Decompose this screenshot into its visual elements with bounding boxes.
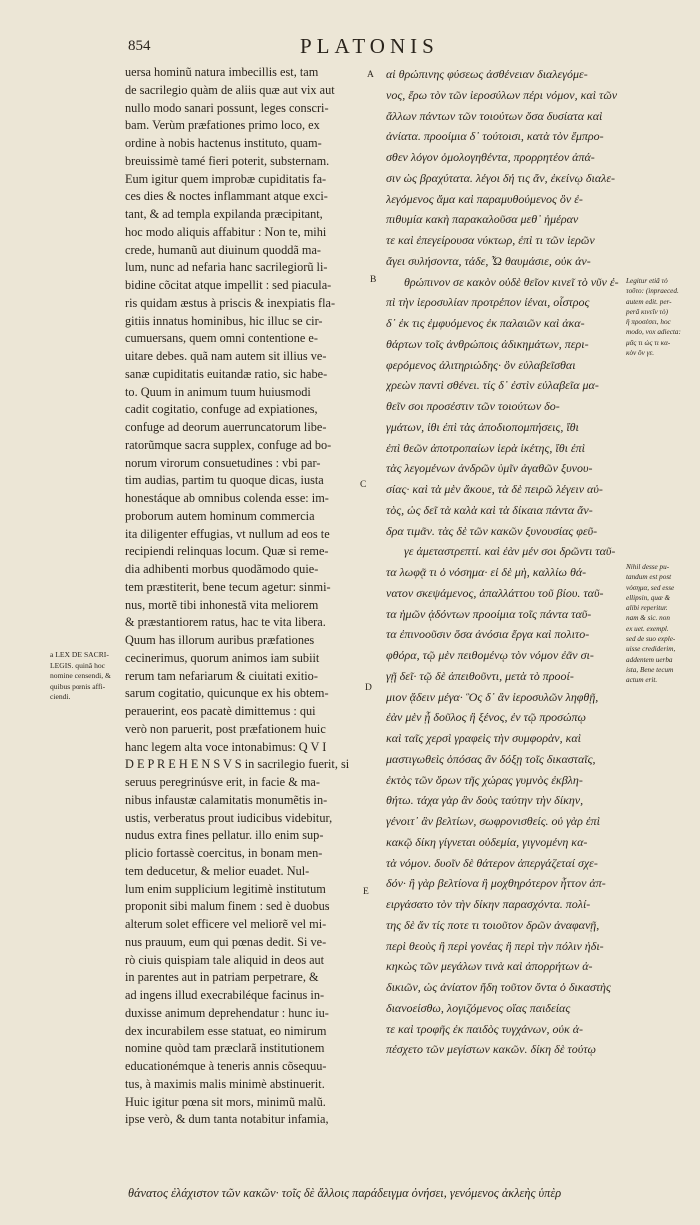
section-letter-e: E (363, 887, 369, 897)
greek-text-line: μιον ᾄδειν μέγα· Ὃς δ᾽ ἂν ἱεροσυλῶν ληφθῇ, (386, 689, 599, 704)
greek-text-line: δόν· ἢ γὰρ βελτίονα ἢ μοχθηρότερον ἧττον ἀπ- (386, 876, 606, 891)
latin-text-line: de sacrilegio quàm de aliis quæ aut vix aut (125, 82, 335, 97)
greek-text-line: φερόμενος ἀλιτηριώδης· ὃν εὐλαβεῖσθαι (386, 357, 576, 372)
latin-text-line: perauerint, eos pacatè dimittemus : qui (125, 704, 316, 718)
greek-text-line: σιν ὡς βραχύτατα. λέγοι δή τις ἄν, ἐκείνῳ διαλε- (386, 170, 616, 185)
latin-text-line: hanc legem alta voce intonabimus: Q V I (125, 739, 327, 754)
greek-text-line: θεῖν σοι προσέστιν τῶν τοιούτων δο- (386, 399, 560, 413)
margin-note-line: ciendi. (50, 692, 71, 701)
latin-text-line: ustis, verberatus prout iudicibus videbitur, (125, 810, 333, 825)
greek-text-line: της δὲ ἄν τίς ποτε τι τοιοῦτον δρῶν ἀναφανῇ, (386, 917, 600, 932)
latin-text-line: rerum tam nefariarum & ciuitati exitio- (125, 668, 318, 683)
margin-note-line: uisse crediderim, (626, 645, 676, 654)
latin-text-line: tim audias, partim tu quoque dicas, iusta (125, 473, 324, 488)
right-marginal-note-2 (626, 562, 700, 686)
latin-text-line: nomine quòd tam præclarã institutionem (125, 1041, 325, 1056)
greek-text-line: κηκὼς τῶν μεγάλων τινὰ καὶ ἀπορρήτων ἀ- (386, 959, 593, 974)
greek-text-line: γε ἀμεταστρεπτί. καὶ ἐὰν μέν σοι δρῶντι ταῦ- (404, 544, 616, 559)
margin-note-line: perã κινεῖν τὸ) (626, 307, 668, 316)
greek-text-line: κακῷ δίκη γίγνεται οὐδεμία, γιγνομένη κα- (386, 834, 588, 849)
section-letter-b: B (370, 275, 377, 285)
margin-note-line: sed de suo exple- (626, 635, 676, 644)
margin-note-line: Legitur etiã τὸ (626, 277, 668, 285)
margin-note-line: autem edit. per- (626, 297, 672, 306)
margin-note-line: a LEX DE SACRI- (50, 650, 109, 659)
latin-text-line: lum, nunc ad nefaria hanc sacrilegiorũ li- (125, 260, 328, 275)
margin-note-line: nam & sic. non (626, 614, 670, 623)
latin-text-line: & præstantiorem ratus, hac te vita libera. (125, 615, 326, 630)
latin-text-line: proborum autem hominum commercia (125, 508, 315, 523)
latin-text-line: to. Quum in animum tuum huiusmodi (125, 384, 311, 399)
greek-text-line: γμάτων, ἰθι ἐπὶ τὰς ἀποδιοπομπήσεις, ἴθι (386, 419, 579, 434)
latin-text-line: verò non paruerit, post præfationem huic (125, 721, 326, 736)
section-letter-a: A (367, 70, 374, 80)
margin-note-line: κὸν ὄν γε. (626, 349, 655, 358)
greek-text-line: πὶ τὴν ἱεροσυλίαν προτρέπον ἰέναι, οἶστρος (386, 295, 590, 310)
latin-text-line: seruus peregrinúsve erit, in facie & ma- (125, 775, 320, 789)
greek-bottom-line: θάνατος ἐλάχιστον τῶν κακῶν· τοῖς δὲ ἄλλοις παράδειγμα ὀνήσει, γενόμενος ἀκλεὴς ὑπὲρ (128, 1186, 562, 1200)
greek-text-line: πέσχετο τῶν μεγίστων κακῶν. δίκη δὲ τούτῳ (386, 1042, 596, 1057)
section-letter-c: C (360, 480, 367, 490)
latin-text-line: confuge ad deorum auerruncatorum libe- (125, 420, 327, 434)
latin-text-line: norum virorum consuetudines : vbi par- (125, 455, 321, 470)
latin-text-line: alterum solet efficere vel meliorẽ vel mi- (125, 917, 327, 931)
latin-text-line: tem deducetur, & melior euadet. Nul- (125, 863, 310, 878)
greek-text-line: ἐὰν μὲν ᾖ δοῦλος ἢ ξένος, ἐν τῷ προσώπῳ (386, 710, 586, 725)
greek-text-line: τα ἡμῶν ᾀδόντων προοίμια τοῖς πάντα ταῦ- (386, 606, 592, 621)
latin-text-line: bam. Verùm præfationes primo loco, ex (125, 118, 320, 133)
greek-text-line: τα ἐπινοοῦσιν ὅσα ἀνόσια ἔργα καὶ πολιτο- (386, 627, 590, 642)
margin-note-line: actum erit. (626, 676, 658, 685)
latin-text-line: breuissimè tamé fieri poterit, substernam. (125, 153, 330, 168)
latin-text-line: hoc modo aliquis affabitur : Non te, mihi (125, 224, 327, 239)
greek-text-line: νατον σκεψάμενος, ἀπαλλάττου τοῦ βίου. ταῦ- (386, 585, 604, 600)
latin-text-line: tus, à maximis malis minimè abstinuerit. (125, 1076, 325, 1091)
margin-note-line: τοῦτο: (inpraeced. (626, 287, 679, 296)
greek-text-line: τὰ νόμον. δυοῖν δὲ θάτερον ἀπεργάζεταί σχε- (386, 855, 598, 870)
margin-note-line: νόσημα, sed esse (626, 583, 675, 592)
latin-text-line: Quum has illorum auribus præfationes (125, 633, 315, 647)
latin-text-line: gitiis innatus hominibus, hic illuc se cir- (125, 313, 323, 328)
greek-text-line: τὸς, ὡς δεῖ τὰ καλὰ καὶ τὰ δίκαια πάντα ἄν- (386, 502, 593, 517)
latin-text-line: ad ingens illud execrabiléque facinus in- (125, 988, 325, 1002)
greek-text-line: χρεὼν παντὶ σθένει. τίς δ᾽ ἐστὶν εὐλαβεῖα μα- (386, 378, 599, 393)
margin-note-line: ex uet. exempl. (626, 624, 669, 633)
margin-note-line: modo, vox adiecta: (626, 328, 681, 337)
latin-text-line: nus prauum, eum qui pœnas dedit. Si ve- (125, 934, 327, 949)
latin-text-line: sanæ cupiditatis euitandæ ratio, sic habe- (125, 366, 328, 381)
latin-text-line: crede, humanũ aut diuinum quoddã ma- (125, 242, 322, 257)
greek-text-line: τε καὶ ἐπεγείρουσα νύκτωρ, ἐπὶ τι τῶν ἱερῶν (386, 233, 595, 247)
latin-text-line: uitare debes. quã nam autem sit illius ve- (125, 349, 327, 363)
latin-text-line: dia adhibenti morbus quodãmodo quie- (125, 562, 319, 576)
latin-text-line: proponit sibi malum finem : sed è duobus (125, 899, 330, 914)
greek-text-line: σθεν λόγον ὁμολογηθέντα, προρρητέον ἀπά- (386, 150, 595, 164)
margin-note-line: nomine censendi, & (50, 671, 111, 680)
greek-text-line: μαστιγωθεὶς ὁπόσας ἂν δόξῃ τοῖς δικασταῖς, (386, 751, 596, 766)
margin-note-line: alibi reperitur. (626, 604, 668, 613)
greek-text-line: θρώπινον σε κακὸν οὐδὲ θεῖον κινεῖ τὸ νῦν ἐ- (404, 274, 619, 289)
latin-text-line: nudus extra fines pellatur. illo enim sup- (125, 828, 324, 843)
latin-text-line: tem præstiterit, bene tecum agetur: sinmi- (125, 579, 331, 594)
greek-text-line: περὶ θεοὺς ἢ περὶ γονέας ἢ περὶ τὴν πόλιν ἠδι- (386, 938, 604, 953)
greek-text-line: καὶ ταῖς χερσὶ γραφεὶς τὴν συμφορὰν, καὶ (386, 731, 582, 745)
latin-text-line: Huic igitur pœna sit mors, minimũ malũ. (125, 1094, 326, 1109)
greek-text-line: ειργάσατο τὸν τὴν δίκην παρασχόντα. πολί- (386, 897, 591, 911)
greek-text-line: ἀνίατα. προοίμια δ᾽ τούτοισι, κατὰ τὸν ἔμπρο- (386, 129, 604, 144)
latin-text-line: bidine cõcitat atque impellit : sed piacula- (125, 278, 332, 292)
latin-text-line: Eum igitur quem improbæ cupiditatis fa- (125, 171, 327, 186)
greek-text-line: ἄλλων πάντων τῶν τοιούτων ὅσα δυσίατα καὶ (386, 108, 603, 123)
latin-text-line: ces dies & noctes inflammant atque exci- (125, 189, 328, 204)
margin-note-line: addentem uerba (626, 655, 673, 664)
latin-text-line: ita diligenter effugias, vt nullum ad eos te (125, 526, 330, 541)
greek-text-line: αἱ θρώπινης φύσεως ἀσθένειαν διαλεγόμε- (386, 67, 588, 81)
greek-text-line: τε καὶ τροφῆς ἐκ παιδὸς τυγχάνων, οὐκ ἀ- (386, 1021, 584, 1036)
running-title: PLATONIS (300, 34, 439, 58)
section-letter-d: D (365, 683, 372, 693)
latin-text-line: nus, mortẽ tibi inhonestã vita meliorem (125, 597, 319, 612)
right-marginal-note-1 (626, 276, 700, 358)
margin-note-line: Nihil desse pu- (626, 563, 670, 571)
latin-text-line: tant, & ad templa expilanda præcipitant, (125, 207, 323, 221)
greek-text-line: γένοιτ᾽ ἂν βελτίων, σωφρονισθείς. οὐ γὰρ ἐπὶ (386, 814, 600, 828)
greek-text-line: τα λωφᾷ τι ὁ νόσημα· εἰ δὲ μὴ, καλλίω θά- (386, 565, 587, 579)
latin-text-line: uersa hominũ natura imbecillis est, tam (125, 65, 319, 79)
greek-text-line: δικιῶν, ὡς ἀνίατον ἤδη τοῦτον ὄντα ὁ δικαστὴς (386, 980, 611, 994)
latin-text-line: nibus infaustæ calamitatis monumẽtis in- (125, 792, 328, 807)
latin-text-line: dex incurabilem esse statuat, eo nimirum (125, 1023, 327, 1038)
latin-column (125, 64, 370, 1129)
greek-text-line: θήτω. τάχα γὰρ ἂν δοὺς ταύτην τὴν δίκην, (386, 793, 584, 808)
margin-note-line: LEGIS. quinã hoc (50, 660, 106, 670)
latin-text-line: ratorũmque sacra supplex, confuge ad bo- (125, 437, 332, 452)
latin-text-line: rò ciuis quispiam tale aliquid in deos aut (125, 952, 325, 967)
margin-note-line: tandum est post (626, 573, 672, 582)
greek-text-line: θάρτων τοῖς ἀνθρώποις ἀδικημάτων, περι- (386, 336, 589, 351)
greek-text-line: λεγόμενος ἅμα καὶ παραμυθούμενος ὃν ἐ- (386, 191, 583, 206)
latin-text-line: honestáque ab omnibus colenda esse: im- (125, 491, 329, 505)
latin-text-line: ris quidam æstus à priscis & inexpiatis fla- (125, 295, 336, 310)
latin-text-line: ordine à nobis hactenus instituto, quam- (125, 136, 322, 150)
greek-column (386, 64, 622, 1060)
greek-text-line: δ᾽ ἐκ τις ἐμφυόμενος ἐκ παλαιῶν καὶ ἀκα- (386, 316, 585, 330)
latin-text-line: plicio fortassè coercitus, in bonam men- (125, 846, 323, 860)
greek-text-line: φθόρα, τῷ μὲν πειθομένῳ τὸν νόμον ἐᾶν σι- (386, 648, 594, 662)
latin-text-line: recipiendi relinquas locum. Quæ si reme- (125, 544, 329, 559)
greek-text-line: τὰς λεγομένων ἀνδρῶν ὑμῖν ἀγαθῶν ξυνου- (386, 461, 593, 476)
greek-text-line: πιθυμία κακὴ παρακαλοῦσα μεθ᾽ ἡμέραν (386, 212, 579, 227)
page-number: 854 (128, 38, 151, 54)
margin-note-line: ista, Bene tecum (626, 665, 674, 674)
latin-text-line: duxisse animum deprehendatur : hunc iu- (125, 1005, 329, 1020)
left-marginal-note (50, 650, 122, 703)
greek-text-line: νος, ἔρω τὸν τῶν ἱεροσύλων πέρι νόμον, καὶ τῶν (386, 87, 618, 102)
margin-note-line: ellipsin, quæ & (626, 593, 671, 602)
latin-text-line: sarum cogitatio, quicunque ex his obtem- (125, 686, 329, 701)
margin-note-line: quibus pœnis affi- (50, 681, 106, 691)
latin-text-line: educationémque à teneris annis cõsequu- (125, 1059, 327, 1073)
greek-text-line: δρα τιμᾶν. τὰς δὲ τῶν κακῶν ξυνουσίας φεῦ- (386, 523, 598, 538)
greek-text-line: διανοείσθω, λογιζόμενος οἵας παιδείας (386, 1000, 571, 1015)
latin-text-line: D E P R E H E N S V S in sacrilegio fuerit, si (125, 757, 350, 772)
latin-text-line: in parentes aut in patriam perpetrare, & (125, 970, 319, 985)
latin-text-line: ipse verò, & dum tanta notabitur infamia, (125, 1112, 329, 1127)
greek-text-line: γῇ δεῖ· τῷ δὲ ἀπειθοῦντι, μετὰ τὸ προοί- (386, 668, 574, 683)
latin-text-line: cecinerimus, quorum animos iam subiit (125, 650, 320, 665)
greek-text-line: ἄγει συλήσοντα, τάδε, Ὦ θαυμάσιε, οὐκ ἀν- (386, 253, 591, 268)
margin-note-line: μᾶς τι ὡς τι κα- (626, 338, 671, 347)
latin-text-line: cumuersans, quem omni contentione e- (125, 331, 318, 346)
margin-note-line: ἢ προσέσει, hoc (626, 318, 671, 327)
latin-text-line: cadit cogitatio, confuge ad expiationes, (125, 402, 318, 417)
greek-text-line: σίας· καὶ τὰ μὲν ἄκουε, τὰ δὲ πειρῶ λέγειν αὐ- (386, 482, 603, 496)
greek-text-line: ἐπὶ θεῶν ἀποτροπαίων ἱερὰ ἱκέτης, ἴθι ἐπὶ (386, 440, 586, 455)
greek-text-line: ἐκτὸς τῶν ὅρων τῆς χώρας γυμνὸς ἐκβλη- (386, 772, 583, 787)
latin-text-line: nullo modo sanari possunt, leges conscri- (125, 100, 329, 115)
latin-text-line: lum enim supplicium legitimè institutum (125, 881, 326, 896)
